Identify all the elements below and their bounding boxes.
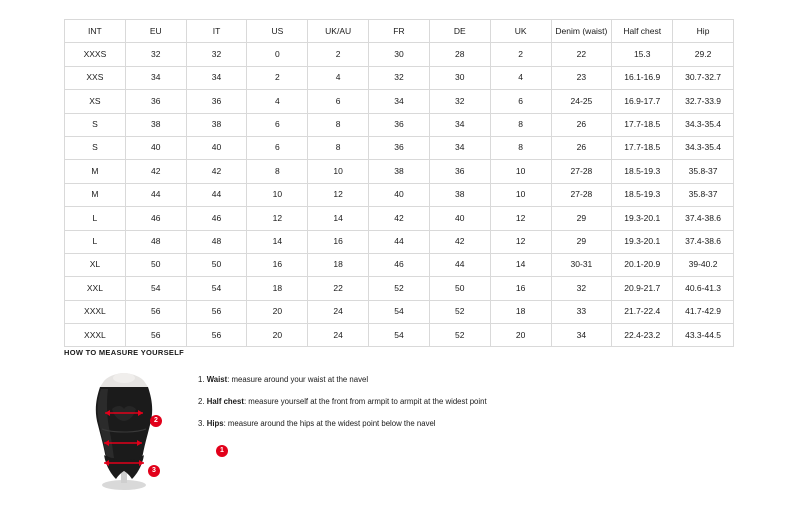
table-cell: 27-28: [551, 160, 612, 183]
table-cell: 42: [429, 230, 490, 253]
measure-note: [198, 419, 487, 430]
table-cell: 29: [551, 207, 612, 230]
table-header-cell: Hip: [673, 20, 734, 43]
table-cell: 37.4-38.6: [673, 207, 734, 230]
table-cell: 32: [369, 66, 430, 89]
table-cell: 30: [369, 43, 430, 66]
table-cell: 44: [429, 253, 490, 276]
table-cell: 46: [125, 207, 186, 230]
table-row: [65, 113, 734, 136]
table-cell: 24: [308, 300, 369, 323]
table-cell: 38: [125, 113, 186, 136]
table-cell: 12: [490, 230, 551, 253]
table-header-cell: Half chest: [612, 20, 673, 43]
table-cell: 24: [308, 324, 369, 347]
table-cell: 8: [308, 113, 369, 136]
table-cell: 16.9-17.7: [612, 90, 673, 113]
table-cell: 20: [247, 300, 308, 323]
table-cell: 10: [247, 183, 308, 206]
table-cell: 54: [369, 324, 430, 347]
size-label-cell: L: [65, 230, 126, 253]
table-cell: 20: [247, 324, 308, 347]
table-cell: 12: [490, 207, 551, 230]
table-cell: 17.7-18.5: [612, 136, 673, 159]
size-label-cell: XXXS: [65, 43, 126, 66]
table-cell: 35.8-37: [673, 183, 734, 206]
table-cell: 30.7-32.7: [673, 66, 734, 89]
table-cell: 21.7-22.4: [612, 300, 673, 323]
table-cell: 48: [186, 230, 247, 253]
table-row: [65, 43, 734, 66]
measure-note-text: : measure yourself at the front from armpit to armpit at the widest point: [243, 396, 487, 406]
table-cell: 40: [429, 207, 490, 230]
table-cell: 16: [247, 253, 308, 276]
size-label-cell: S: [65, 113, 126, 136]
table-cell: 15.3: [612, 43, 673, 66]
table-header-cell: Denim (waist): [551, 20, 612, 43]
table-cell: 38: [369, 160, 430, 183]
table-header-cell: INT: [65, 20, 126, 43]
measure-marker-2: 2: [150, 415, 162, 427]
table-cell: 20.9-21.7: [612, 277, 673, 300]
table-cell: 23: [551, 66, 612, 89]
measure-note-number: 1.: [198, 375, 205, 384]
table-cell: 12: [247, 207, 308, 230]
table-cell: 22.4-23.2: [612, 324, 673, 347]
table-cell: 38: [429, 183, 490, 206]
measure-notes: [198, 367, 487, 441]
table-row: [65, 253, 734, 276]
table-cell: 32: [551, 277, 612, 300]
table-cell: 56: [125, 324, 186, 347]
table-cell: 36: [186, 90, 247, 113]
table-cell: 56: [186, 324, 247, 347]
size-label-cell: XXS: [65, 66, 126, 89]
table-cell: 16.1-16.9: [612, 66, 673, 89]
table-cell: 18.5-19.3: [612, 160, 673, 183]
measure-note-term: Waist: [206, 375, 228, 384]
table-cell: 34: [125, 66, 186, 89]
table-cell: 36: [369, 113, 430, 136]
size-label-cell: M: [65, 160, 126, 183]
table-cell: 40.6-41.3: [673, 277, 734, 300]
size-table: [64, 19, 734, 347]
table-cell: 0: [247, 43, 308, 66]
table-cell: 32: [186, 43, 247, 66]
table-cell: 6: [490, 90, 551, 113]
table-cell: 14: [308, 207, 369, 230]
table-cell: 16: [308, 230, 369, 253]
table-cell: 18: [308, 253, 369, 276]
table-cell: 10: [308, 160, 369, 183]
measure-note: [198, 397, 487, 408]
table-cell: 38: [186, 113, 247, 136]
table-cell: 44: [369, 230, 430, 253]
how-to-measure-section: [64, 348, 734, 492]
size-label-cell: S: [65, 136, 126, 159]
mannequin-svg: [64, 367, 184, 492]
table-row: [65, 66, 734, 89]
measure-marker-3: 3: [148, 465, 160, 477]
table-cell: 44: [125, 183, 186, 206]
table-cell: 50: [429, 277, 490, 300]
table-cell: 40: [186, 136, 247, 159]
table-cell: 14: [490, 253, 551, 276]
table-cell: 22: [551, 43, 612, 66]
table-cell: 29.2: [673, 43, 734, 66]
table-header-cell: UK: [490, 20, 551, 43]
table-cell: 27-28: [551, 183, 612, 206]
table-header-cell: IT: [186, 20, 247, 43]
table-cell: 34: [369, 90, 430, 113]
table-cell: 40: [125, 136, 186, 159]
table-cell: 34: [429, 136, 490, 159]
table-cell: 52: [369, 277, 430, 300]
table-cell: 24-25: [551, 90, 612, 113]
table-cell: 8: [490, 113, 551, 136]
how-to-measure-title: HOW TO MEASURE YOURSELF: [64, 348, 184, 357]
measure-note-number: 2.: [198, 396, 205, 406]
table-cell: 40: [369, 183, 430, 206]
table-cell: 52: [429, 324, 490, 347]
table-cell: 18: [490, 300, 551, 323]
table-cell: 42: [369, 207, 430, 230]
table-cell: 46: [186, 207, 247, 230]
measure-note-number: 3.: [198, 418, 205, 428]
table-cell: 26: [551, 136, 612, 159]
table-row: [65, 183, 734, 206]
measure-note-text: : measure around your waist at the navel: [227, 375, 369, 384]
table-cell: 4: [308, 66, 369, 89]
table-cell: 2: [247, 66, 308, 89]
table-cell: 6: [308, 90, 369, 113]
table-row: [65, 136, 734, 159]
size-label-cell: XL: [65, 253, 126, 276]
size-label-cell: XXL: [65, 277, 126, 300]
table-header-row: [65, 20, 734, 43]
mannequin-illustration: [64, 367, 184, 492]
table-row: [65, 230, 734, 253]
table-cell: 20.1-20.9: [612, 253, 673, 276]
table-cell: 10: [490, 160, 551, 183]
table-cell: 56: [186, 300, 247, 323]
table-cell: 8: [490, 136, 551, 159]
measure-note-term: Half chest: [206, 396, 244, 406]
size-table-container: [64, 19, 734, 347]
table-cell: 39-40.2: [673, 253, 734, 276]
table-cell: 41.7-42.9: [673, 300, 734, 323]
table-cell: 2: [308, 43, 369, 66]
table-cell: 10: [490, 183, 551, 206]
table-cell: 44: [186, 183, 247, 206]
table-header-cell: UK/AU: [308, 20, 369, 43]
table-header-cell: US: [247, 20, 308, 43]
table-cell: 56: [125, 300, 186, 323]
size-label-cell: XXXL: [65, 324, 126, 347]
table-cell: 32: [429, 90, 490, 113]
table-cell: 4: [490, 66, 551, 89]
table-cell: 50: [125, 253, 186, 276]
table-cell: 20: [490, 324, 551, 347]
table-cell: 6: [247, 136, 308, 159]
table-cell: 34: [429, 113, 490, 136]
table-row: [65, 207, 734, 230]
table-cell: 19.3-20.1: [612, 207, 673, 230]
table-body: [65, 43, 734, 347]
table-cell: 36: [429, 160, 490, 183]
table-cell: 17.7-18.5: [612, 113, 673, 136]
table-cell: 48: [125, 230, 186, 253]
table-cell: 34.3-35.4: [673, 113, 734, 136]
size-label-cell: L: [65, 207, 126, 230]
table-cell: 35.8-37: [673, 160, 734, 183]
table-cell: 36: [125, 90, 186, 113]
table-cell: 19.3-20.1: [612, 230, 673, 253]
table-cell: 34: [186, 66, 247, 89]
measure-note-text: : measure around the hips at the widest point below the navel: [223, 418, 436, 428]
table-cell: 30-31: [551, 253, 612, 276]
size-label-cell: M: [65, 183, 126, 206]
table-cell: 42: [186, 160, 247, 183]
table-cell: 16: [490, 277, 551, 300]
table-cell: 8: [308, 136, 369, 159]
table-cell: 26: [551, 113, 612, 136]
table-header-cell: FR: [369, 20, 430, 43]
table-cell: 34.3-35.4: [673, 136, 734, 159]
table-cell: 14: [247, 230, 308, 253]
table-cell: 54: [369, 300, 430, 323]
table-cell: 28: [429, 43, 490, 66]
table-cell: 33: [551, 300, 612, 323]
table-cell: 36: [369, 136, 430, 159]
table-cell: 46: [369, 253, 430, 276]
table-cell: 32: [125, 43, 186, 66]
table-header-cell: DE: [429, 20, 490, 43]
measure-marker-1: 1: [216, 445, 228, 457]
size-label-cell: XS: [65, 90, 126, 113]
table-cell: 30: [429, 66, 490, 89]
table-cell: 50: [186, 253, 247, 276]
table-cell: 29: [551, 230, 612, 253]
table-cell: 18: [247, 277, 308, 300]
table-cell: 54: [125, 277, 186, 300]
table-cell: 32.7-33.9: [673, 90, 734, 113]
measure-note-term: Hips: [206, 418, 224, 428]
table-cell: 18.5-19.3: [612, 183, 673, 206]
table-cell: 52: [429, 300, 490, 323]
table-cell: 6: [247, 113, 308, 136]
table-row: [65, 160, 734, 183]
table-cell: 8: [247, 160, 308, 183]
table-row: [65, 300, 734, 323]
table-cell: 12: [308, 183, 369, 206]
table-row: [65, 277, 734, 300]
table-cell: 37.4-38.6: [673, 230, 734, 253]
table-row: [65, 324, 734, 347]
how-to-measure-body: [64, 367, 734, 492]
table-row: [65, 90, 734, 113]
table-cell: 22: [308, 277, 369, 300]
table-cell: 34: [551, 324, 612, 347]
size-label-cell: XXXL: [65, 300, 126, 323]
table-cell: 43.3-44.5: [673, 324, 734, 347]
table-cell: 4: [247, 90, 308, 113]
table-cell: 2: [490, 43, 551, 66]
table-header-cell: EU: [125, 20, 186, 43]
table-cell: 42: [125, 160, 186, 183]
table-cell: 54: [186, 277, 247, 300]
measure-note: [198, 375, 487, 386]
